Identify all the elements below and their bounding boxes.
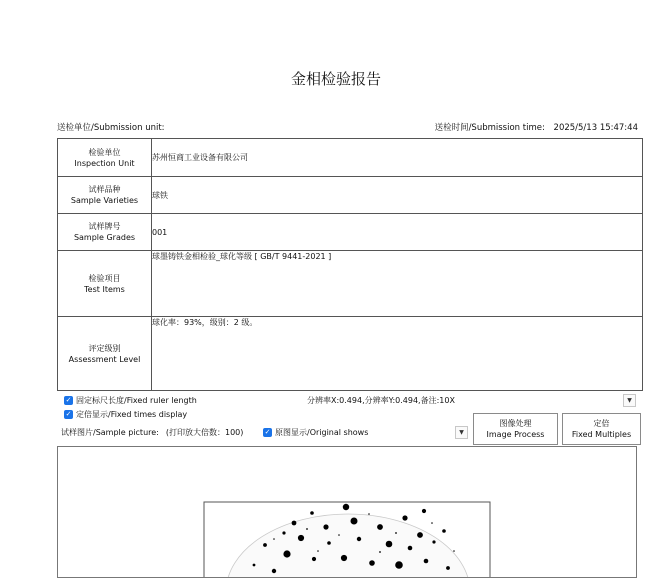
fixed-times-label: 定倍显示/Fixed times display (76, 410, 188, 419)
check-icon: ✓ (65, 410, 72, 418)
check-icon: ✓ (264, 428, 271, 436)
fixed-multiples-label-en: Fixed Multiples (571, 430, 632, 439)
original-shows-dropdown[interactable] (455, 426, 468, 439)
check-icon: ✓ (65, 396, 72, 404)
sample-grades-value[interactable]: 001 (152, 214, 643, 251)
submission-unit-label: 送检单位/Submission unit: (57, 123, 165, 133)
sample-picture-row (61, 427, 243, 438)
row-label (58, 139, 152, 177)
inspection-unit-value[interactable]: 苏州恒商工业设备有限公司 (152, 139, 643, 177)
table-row (58, 177, 643, 214)
table-row (58, 317, 643, 391)
sample-varieties-value[interactable]: 球铁 (152, 177, 643, 214)
sample-picture-label: 试样图片/Sample picture: (61, 428, 159, 437)
submission-time-label: 送检时间/Submission time: (434, 123, 545, 133)
submission-time-value: 2025/5/13 15:47:44 (553, 123, 638, 133)
sample-micrograph (58, 447, 636, 577)
row-label-en: Test Items (84, 284, 125, 294)
fixed-multiples-button[interactable] (562, 413, 641, 445)
row-label-cn: 评定级别 (88, 343, 121, 353)
row-label-en: Sample Grades (73, 233, 136, 242)
table-row (58, 251, 643, 317)
image-process-label-cn: 图像处理 (499, 419, 532, 428)
row-label-en: Inspection Unit (74, 158, 135, 168)
row-label-en: Sample Varieties (70, 196, 139, 205)
original-shows-label: 原图显示/Original shows (275, 428, 369, 437)
chevron-down-icon: ▼ (459, 429, 464, 436)
row-label (58, 177, 152, 214)
report-table (57, 138, 643, 391)
assessment-level-value[interactable]: 球化率：93%，级别：2 级。 (152, 317, 643, 391)
row-label-cn: 试样牌号 (88, 222, 121, 231)
fixed-multiples-label-cn: 定倍 (593, 419, 610, 428)
original-shows-checkbox[interactable] (263, 427, 368, 438)
table-row (58, 139, 643, 177)
fixed-ruler-checkbox[interactable] (64, 395, 197, 406)
sample-picture-frame (57, 446, 637, 578)
row-label (58, 317, 152, 391)
fixed-ruler-label: 固定标尺长度/Fixed ruler length (76, 396, 197, 405)
test-items-value[interactable]: 球墨铸铁金相检验_球化等级 [ GB/T 9441-2021 ] (152, 251, 643, 317)
fixed-times-checkbox[interactable] (64, 409, 187, 420)
row-label-cn: 试样品种 (88, 185, 121, 194)
picture-toolbar (57, 390, 643, 446)
row-label-cn: 检验项目 (88, 273, 121, 283)
resolution-text: 分辨率X:0.494,分辨率Y:0.494,备注:10X (307, 396, 455, 405)
image-process-button[interactable] (473, 413, 558, 445)
row-label-cn: 检验单位 (88, 147, 121, 157)
report-title: 金相检验报告 (290, 70, 381, 88)
image-process-label-en: Image Process (486, 430, 545, 439)
resolution-dropdown[interactable] (623, 394, 636, 407)
row-label (58, 214, 152, 251)
chevron-down-icon: ▼ (627, 397, 632, 404)
row-label (58, 251, 152, 317)
print-magnification: (打印放大倍数：100) (165, 428, 244, 437)
table-row (58, 214, 643, 251)
submission-time (435, 121, 638, 133)
row-label-en: Assessment Level (68, 354, 141, 364)
